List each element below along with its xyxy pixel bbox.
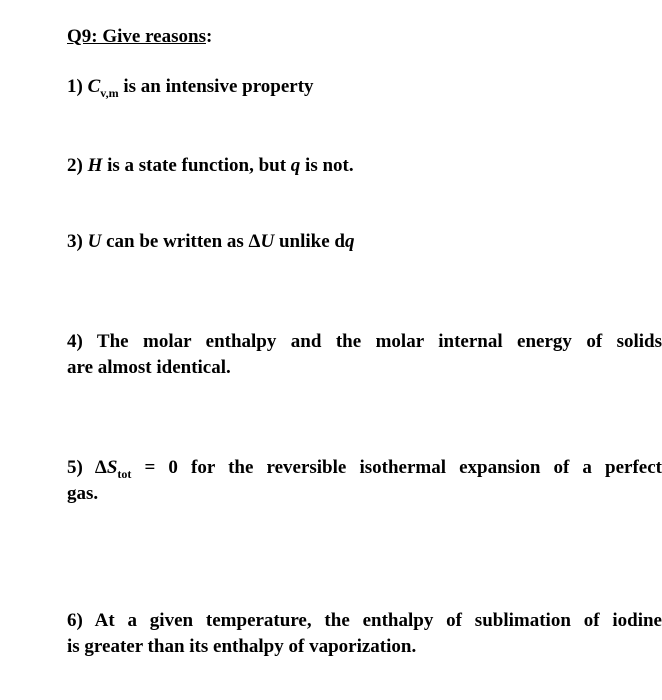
- item-text-line-2: are almost identical.: [67, 357, 231, 378]
- heat-symbol: q: [290, 155, 301, 176]
- item-line-1: [67, 329, 662, 355]
- item-line-1: [67, 608, 662, 634]
- reason-item-6: [67, 608, 662, 660]
- item-text-part-2: unlike d: [278, 231, 345, 252]
- item-text-line-1: At a given temperature, the enthalpy of sublimation of iodine: [94, 610, 662, 631]
- item-number: 6): [67, 610, 83, 631]
- item-text-line-2: gas.: [67, 483, 99, 504]
- item-number: 5): [67, 457, 83, 478]
- item-number: 3): [67, 231, 83, 252]
- item-text-part-1: can be written as: [106, 231, 244, 252]
- heat-capacity-symbol: C: [87, 76, 101, 97]
- reason-item-5: [67, 455, 662, 507]
- delta-symbol: Δ: [248, 231, 261, 252]
- item-text-part-2: is not.: [305, 155, 354, 176]
- delta-symbol: Δ: [94, 457, 107, 478]
- question-title: [67, 26, 212, 48]
- item-text-line-2: is greater than its enthalpy of vaporization.: [67, 636, 417, 657]
- internal-energy-symbol: U: [87, 231, 102, 252]
- item-text: is an intensive property: [123, 76, 314, 97]
- item-text-line-1: The molar enthalpy and the molar internal energy of solids: [96, 331, 662, 352]
- item-line-1: [67, 455, 662, 481]
- entropy-subscript: tot: [117, 467, 132, 481]
- enthalpy-symbol: H: [87, 155, 103, 176]
- reason-item-3: [67, 229, 354, 255]
- internal-energy-symbol-2: U: [260, 231, 275, 252]
- item-number: 1): [67, 76, 83, 97]
- question-title-text: Q9: Give reasons: [67, 26, 206, 47]
- question-title-colon: :: [205, 26, 213, 47]
- entropy-symbol: S: [106, 457, 118, 478]
- item-number: 2): [67, 155, 83, 176]
- item-text-line-1: = 0 for the reversible isothermal expansion of a perfect: [144, 457, 662, 478]
- heat-symbol: q: [344, 231, 355, 252]
- item-text-part-1: is a state function, but: [107, 155, 287, 176]
- reason-item-1: [67, 74, 314, 100]
- heat-capacity-subscript: v,m: [100, 86, 119, 100]
- item-number: 4): [67, 331, 83, 352]
- reason-item-2: [67, 153, 354, 179]
- reason-item-4: [67, 329, 662, 381]
